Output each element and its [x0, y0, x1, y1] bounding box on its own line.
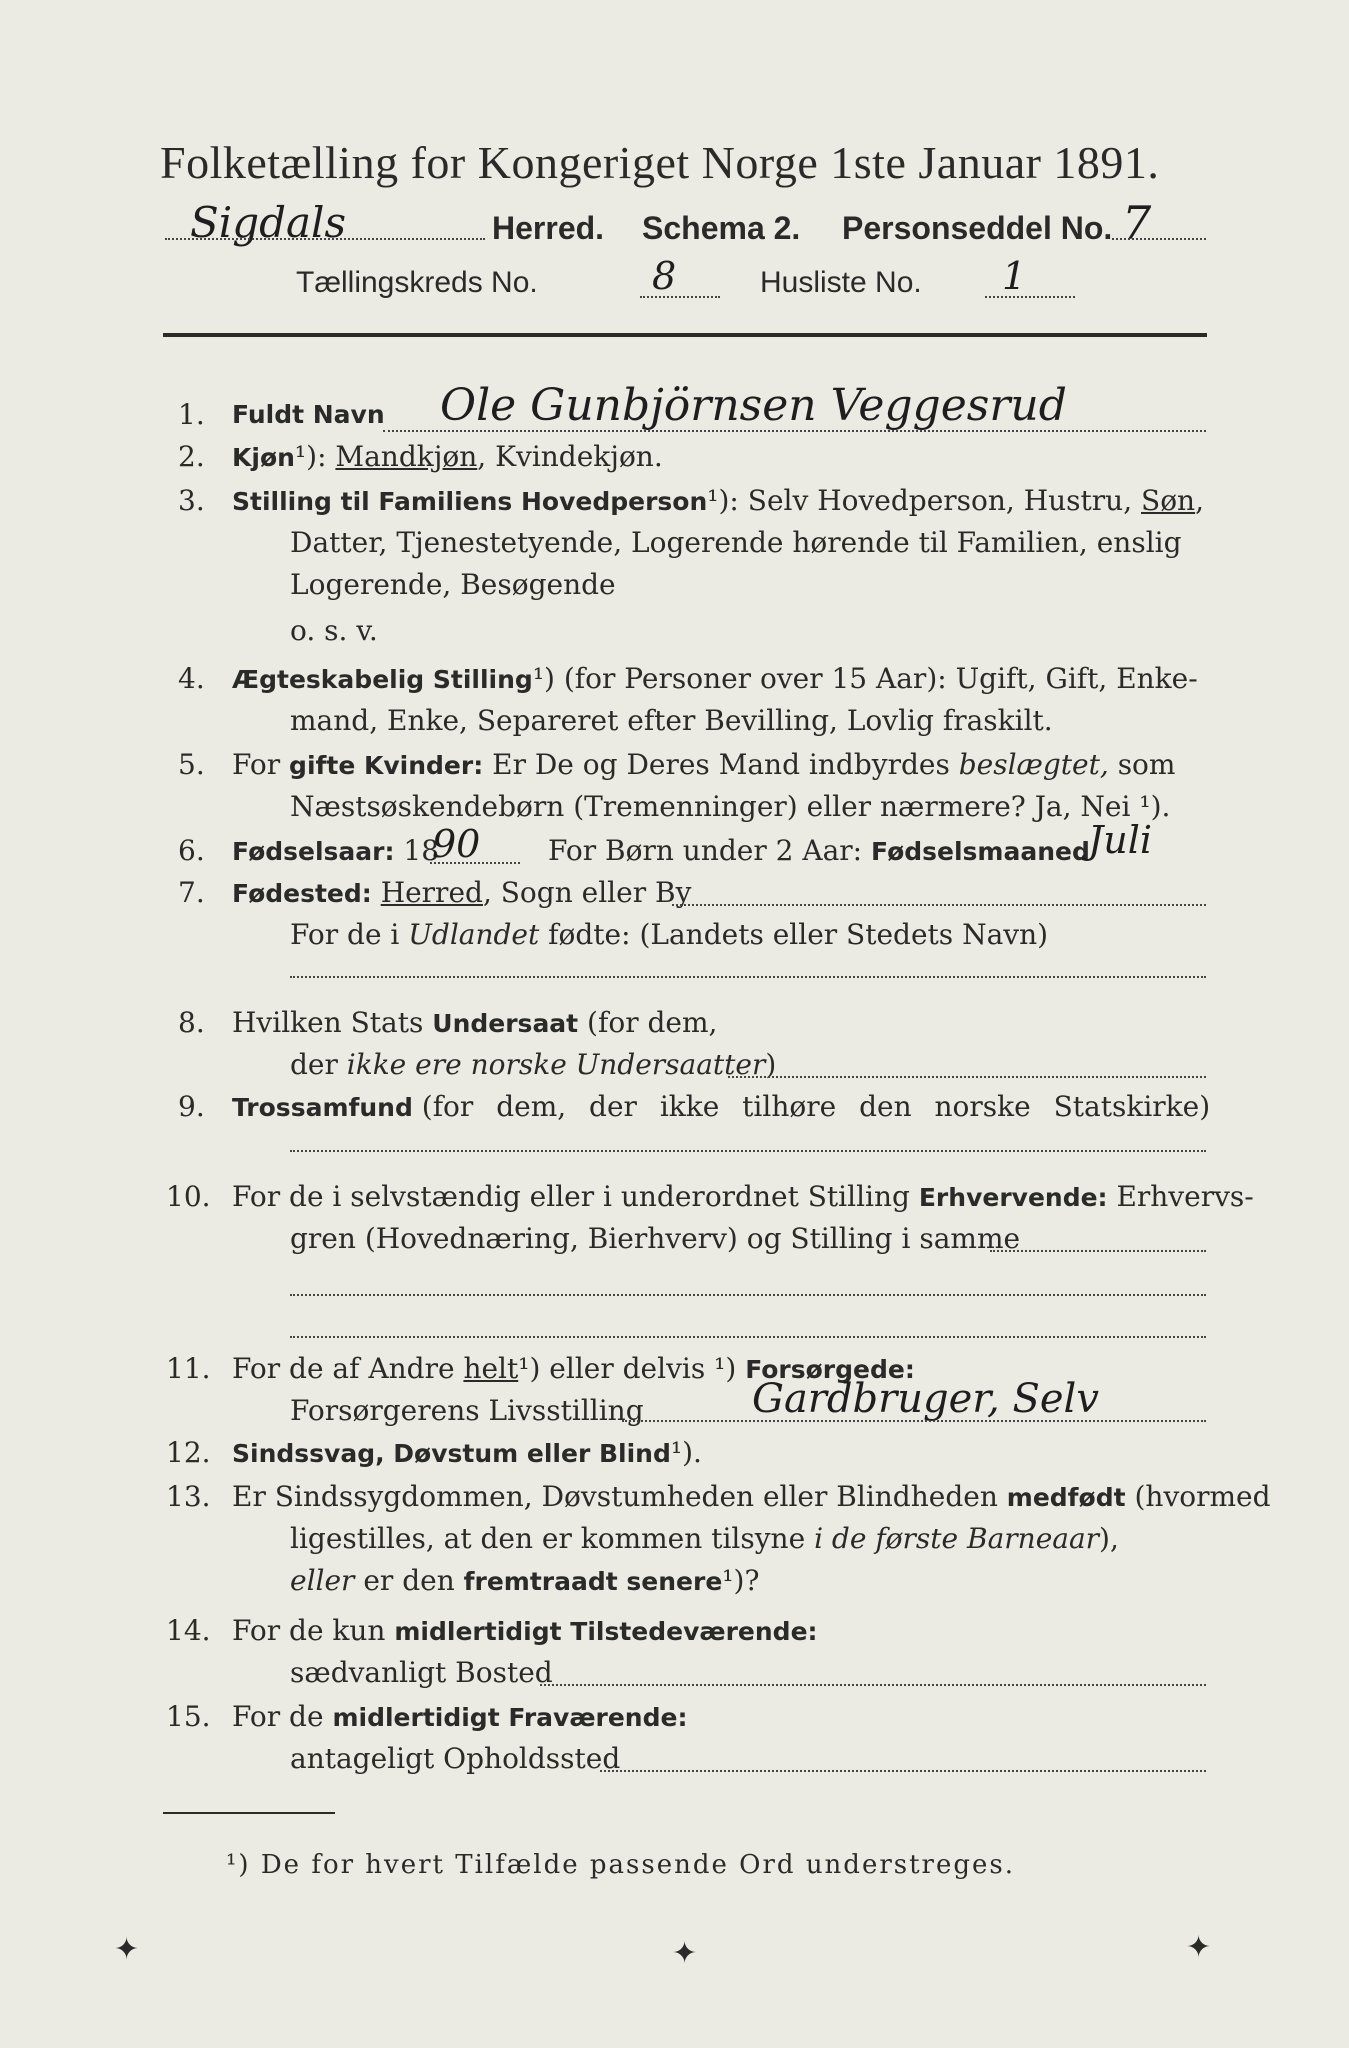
- item-14-label: midlertidigt Tilstedeværende:: [394, 1617, 818, 1646]
- item-13-line-2: ligestilles, at den er kommen tilsyne i de første Barneaar),: [290, 1522, 1119, 1555]
- kreds-label: Tællingskreds No.: [296, 266, 538, 299]
- item-1-dots: [383, 430, 1206, 432]
- full-name-value: Ole Gunbjörnsen Veggesrud: [440, 380, 1067, 431]
- item-13-line-1: Er Sindssygdommen, Døvstumheden eller Blindheden medfødt (hvormed: [232, 1480, 1271, 1513]
- personseddel-label: Personseddel No.: [842, 210, 1113, 246]
- item-10-label: Erhvervende:: [918, 1183, 1108, 1212]
- item-7-number: 7.: [178, 876, 205, 909]
- husliste-number: 1: [1002, 254, 1027, 298]
- item-14-line-1: For de kun midlertidigt Tilstedeværende:: [232, 1614, 818, 1647]
- item-9-number: 9.: [178, 1090, 205, 1123]
- item-4-number: 4.: [178, 662, 205, 695]
- kreds-dots: [640, 296, 720, 298]
- item-14-line-2: sædvanligt Bosted: [290, 1656, 553, 1689]
- husliste-dots: [985, 296, 1075, 298]
- item-7-option-herred: Herred: [380, 876, 483, 909]
- item-7-line-1: Fødested: Herred, Sogn eller By: [232, 876, 692, 909]
- punch-mark-center: ✦: [672, 1936, 698, 1971]
- item-11-number: 11.: [166, 1352, 211, 1385]
- birth-year-value: 90: [432, 822, 481, 866]
- form-title: Folketælling for Kongeriget Norge 1ste Januar 1891.: [160, 137, 1160, 188]
- footnote-rule: [163, 1812, 335, 1814]
- item-14-dots: [540, 1684, 1206, 1686]
- item-7-label: Fødested:: [232, 879, 372, 908]
- item-4-line-1: Ægteskabelig Stilling¹) (for Personer over 15 Aar): Ugift, Gift, Enke-: [232, 662, 1198, 695]
- item-6-birth-year: Fødselsaar: 18: [232, 834, 440, 867]
- item-6-month: For Børn under 2 Aar: Fødselsmaaned: [548, 834, 1090, 867]
- item-10-line-1: For de i selvstændig eller i underordnet Stilling Erhvervende: Erhvervs-: [232, 1180, 1254, 1213]
- item-6-label: Fødselsaar:: [232, 837, 395, 866]
- personseddel-dots: [1112, 238, 1206, 240]
- item-9-label: Trossamfund: [232, 1093, 413, 1122]
- item-5-line-2: Næstsøskendebørn (Tremenninger) eller nærmere? Ja, Nei ¹).: [290, 790, 1171, 823]
- item-5-number: 5.: [178, 748, 205, 781]
- item-10-line-2: gren (Hovednæring, Bierhverv) og Stilling i samme: [290, 1222, 1021, 1255]
- item-10-dots-2: [290, 1294, 1206, 1296]
- schema-label: Schema 2.: [642, 210, 801, 246]
- item-12-label: Sindssvag, Døvstum eller Blind: [232, 1439, 671, 1468]
- item-13-label: medfødt: [1006, 1483, 1126, 1512]
- herred-handwritten: Sigdals: [190, 198, 347, 247]
- item-9-line-1: Trossamfund (for dem, der ikke tilhøre den norske Statskirke): [232, 1090, 1211, 1123]
- item-1-label: Fuldt Navn: [232, 400, 385, 429]
- birth-month-value: Juli: [1088, 818, 1153, 862]
- item-3-label: Stilling til Familiens Hovedperson: [232, 487, 708, 516]
- herred-label: Herred.: [492, 210, 605, 246]
- item-4-label: Ægteskabelig Stilling: [232, 665, 533, 694]
- item-10-number: 10.: [166, 1180, 211, 1213]
- item-8-line-1: Hvilken Stats Undersaat (for dem,: [232, 1006, 718, 1039]
- item-12-number: 12.: [166, 1436, 211, 1469]
- punch-mark-right: ✦: [1186, 1930, 1212, 1965]
- item-3-line-3: Logerende, Besøgende: [290, 568, 616, 601]
- item-7-line-2: For de i Udlandet fødte: (Landets eller Stedets Navn): [290, 918, 1049, 951]
- item-3-line-2: Datter, Tjenestetyende, Logerende hørende til Familien, enslig: [290, 526, 1182, 559]
- item-7-dots-2: [290, 976, 1206, 978]
- item-2-option-female: , Kvindekjøn.: [477, 440, 663, 473]
- item-9-dots: [290, 1150, 1206, 1152]
- footnote: ¹) De for hvert Tilfælde passende Ord understreges.: [226, 1850, 1016, 1880]
- item-11-line-2: Forsørgerens Livsstilling: [290, 1394, 644, 1427]
- item-5-line-1: For gifte Kvinder: Er De og Deres Mand indbyrdes beslægtet, som: [232, 748, 1176, 781]
- item-3-line-1: Stilling til Familiens Hovedperson¹): Selv Hovedperson, Hustru, Søn,: [232, 484, 1204, 517]
- item-10-dots-3: [290, 1336, 1206, 1338]
- personseddel-number: 7: [1122, 196, 1152, 250]
- item-11-line-1: For de af Andre helt¹) eller delvis ¹) Forsørgede:: [232, 1352, 915, 1385]
- item-8-line-2: der ikke ere norske Undersaatter): [290, 1048, 777, 1081]
- punch-mark-left: ✦: [114, 1932, 140, 1967]
- husliste-label: Husliste No.: [760, 266, 922, 299]
- item-10-dots: [990, 1250, 1206, 1252]
- item-6-year-dots: [430, 862, 520, 864]
- kreds-number: 8: [652, 254, 677, 298]
- item-15-line-1: For de midlertidigt Fraværende:: [232, 1700, 688, 1733]
- provider-occupation-value: Gardbruger, Selv: [752, 1376, 1099, 1422]
- item-15-line-2: antageligt Opholdssted: [290, 1742, 621, 1775]
- item-2-sup: ¹): [294, 440, 318, 473]
- item-15-dots: [600, 1770, 1206, 1772]
- header-rule: [163, 333, 1207, 337]
- item-13-number: 13.: [166, 1480, 211, 1513]
- item-2-number: 2.: [178, 440, 205, 473]
- item-8-number: 8.: [178, 1006, 205, 1039]
- herred-dots: [165, 238, 485, 240]
- item-15-label: midlertidigt Fraværende:: [332, 1703, 688, 1732]
- item-12-line-1: Sindssvag, Døvstum eller Blind¹).: [232, 1436, 702, 1469]
- item-11-option-helt: helt: [463, 1352, 519, 1385]
- item-11-label: Forsørgede:: [745, 1355, 915, 1384]
- item-4-line-2: mand, Enke, Separeret efter Bevilling, Lovlig fraskilt.: [290, 704, 1053, 737]
- item-3-option-son: Søn: [1141, 484, 1196, 517]
- item-5-label: gifte Kvinder:: [289, 751, 484, 780]
- item-2-option-male: Mandkjøn: [335, 440, 478, 473]
- item-2-text: [232, 440, 663, 473]
- item-6-number: 6.: [178, 834, 205, 867]
- item-3-number: 3.: [178, 484, 205, 517]
- item-11-dots: [622, 1420, 1206, 1422]
- item-15-number: 15.: [166, 1700, 211, 1733]
- item-8-dots: [728, 1076, 1206, 1078]
- item-14-number: 14.: [166, 1614, 211, 1647]
- item-3-line-4: o. s. v.: [290, 614, 378, 647]
- item-1-number: 1.: [178, 398, 205, 431]
- item-13-line-3: eller er den fremtraadt senere¹)?: [290, 1564, 760, 1597]
- item-2-sep: :: [317, 440, 327, 473]
- item-2-label: Kjøn: [232, 443, 295, 472]
- item-8-label: Undersaat: [432, 1009, 579, 1038]
- item-7-dots: [672, 904, 1206, 906]
